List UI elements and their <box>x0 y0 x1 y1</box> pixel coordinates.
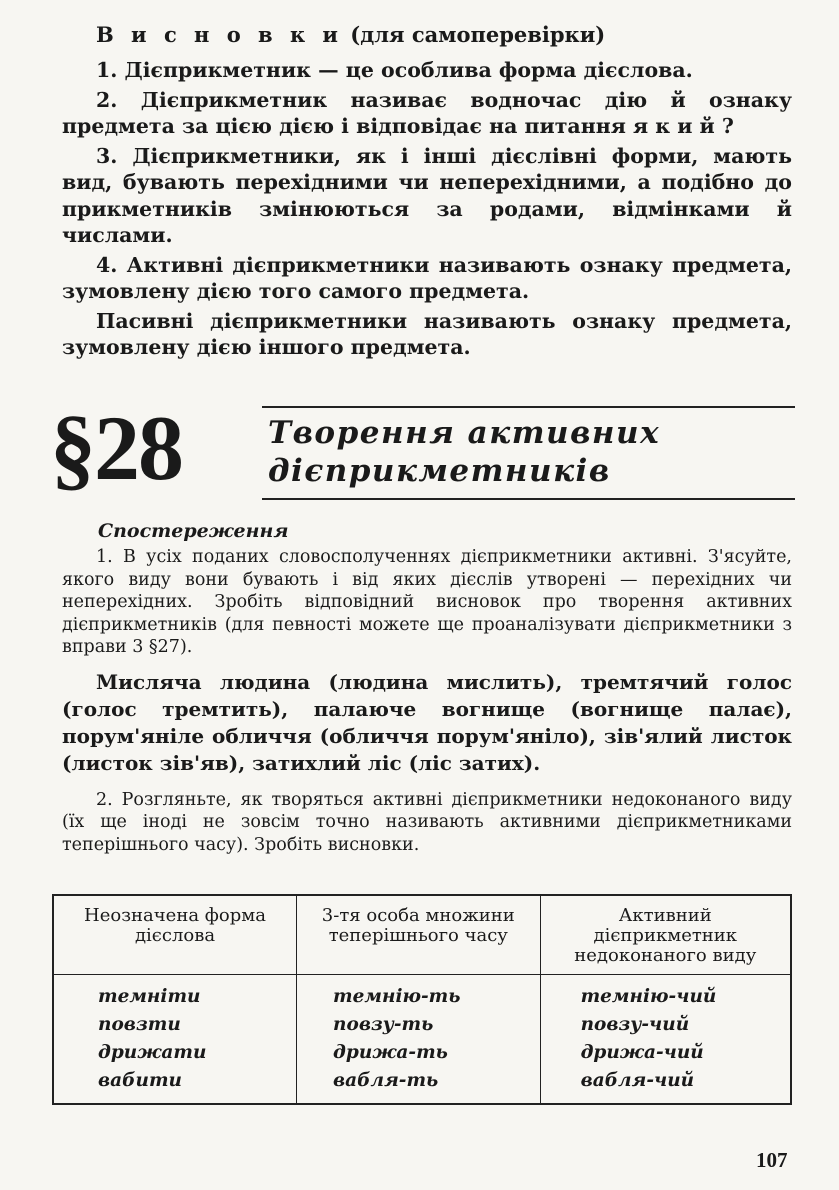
table-header-row <box>53 895 791 975</box>
table-cell: вабля-ть <box>297 1067 541 1104</box>
page-number: 107 <box>756 1148 788 1172</box>
task-1: 1. В усіх поданих словосполученнях дієприкметники активні. З'ясуйте, якого виду вони бувають і від яких дієслів утворені — перехідних чи неперехідних. Зробіть відповідний висновок про творення активних дієприкметників (для певності можете ще проаналізувати дієприкметники з вправи 3 §27). <box>62 547 792 657</box>
section-title <box>268 414 660 490</box>
section-number: §28 <box>50 397 182 499</box>
table-cell: темніти <box>53 975 297 1012</box>
table <box>52 894 792 1105</box>
section-rule-bottom <box>262 498 795 500</box>
table-header-participle: Активний дієприкметник недоконаного виду <box>540 895 791 975</box>
conclusion-item-4: 4. Активні дієприкметники називають ознаку предмета, зумовлену дією того самого предмета. <box>62 252 792 303</box>
table-cell: дрижа-ть <box>297 1039 541 1067</box>
table-row <box>53 1067 791 1104</box>
participle-table <box>52 894 792 1105</box>
section-rule-top <box>262 406 795 408</box>
table-cell: темнію-ть <box>297 975 541 1012</box>
table-cell: повзу-ть <box>297 1011 541 1039</box>
table-row <box>53 1011 791 1039</box>
observation-subheading: Спостереження <box>98 520 289 542</box>
table-row <box>53 1039 791 1067</box>
observation-block <box>62 520 792 856</box>
conclusion-item-1: 1. Дієприкметник — це особлива форма дієслова. <box>96 58 693 82</box>
table-cell: темнію-чий <box>580 986 717 1007</box>
examples-paragraph: Мисляча людина (людина мислить), тремтячий голос (голос тремтить), палаюче вогнище (вогнище палає), порум'яніле обличчя (обличчя порум'яніло), зів'ялий листок (листок зів'яв), затихлий ліс (ліс затих). <box>62 669 792 775</box>
table-cell: повзти <box>53 1011 297 1039</box>
section-header <box>50 398 795 506</box>
table-cell: дрижати <box>53 1039 297 1067</box>
table-row <box>53 975 791 1012</box>
table-cell: повзу-чий <box>580 1014 690 1035</box>
conclusion-item-2: 2. Дієприкметник називає водночас дію й ознаку предмета за цією дією і відповідає на питання я к и й ? <box>62 87 792 138</box>
conclusion-item-5: Пасивні дієприкметники називають ознаку предмета, зумовлену дією іншого предмета. <box>62 308 792 359</box>
table-header-third-person: 3-тя особа множини теперішнього часу <box>297 895 541 975</box>
table-cell: дрижа-чий <box>580 1042 704 1063</box>
conclusion-item-3: 3. Дієприкметники, як і інші дієслівні форми, мають вид, бувають перехідними чи неперехідними, а подібно до прикметників змінюються за родами, відмінками й числами. <box>62 143 792 247</box>
conclusions-heading: В и с н о в к и (для самоперевірки) <box>96 22 606 47</box>
table-cell: вабити <box>53 1067 297 1104</box>
section-title-line-2: дієприкметників <box>268 453 611 489</box>
table-cell: вабля-чий <box>580 1070 695 1091</box>
conclusions-block <box>62 22 792 361</box>
section-title-line-1: Творення активних <box>268 415 661 451</box>
task-2: 2. Розгляньте, як творяться активні дієприкметники недоконаного виду (їх ще іноді не зовсім точно називають активними дієприкметниками теперішнього часу). Зробіть висновки. <box>62 789 792 855</box>
table-header-infinitive: Неозначена форма дієслова <box>53 895 297 975</box>
